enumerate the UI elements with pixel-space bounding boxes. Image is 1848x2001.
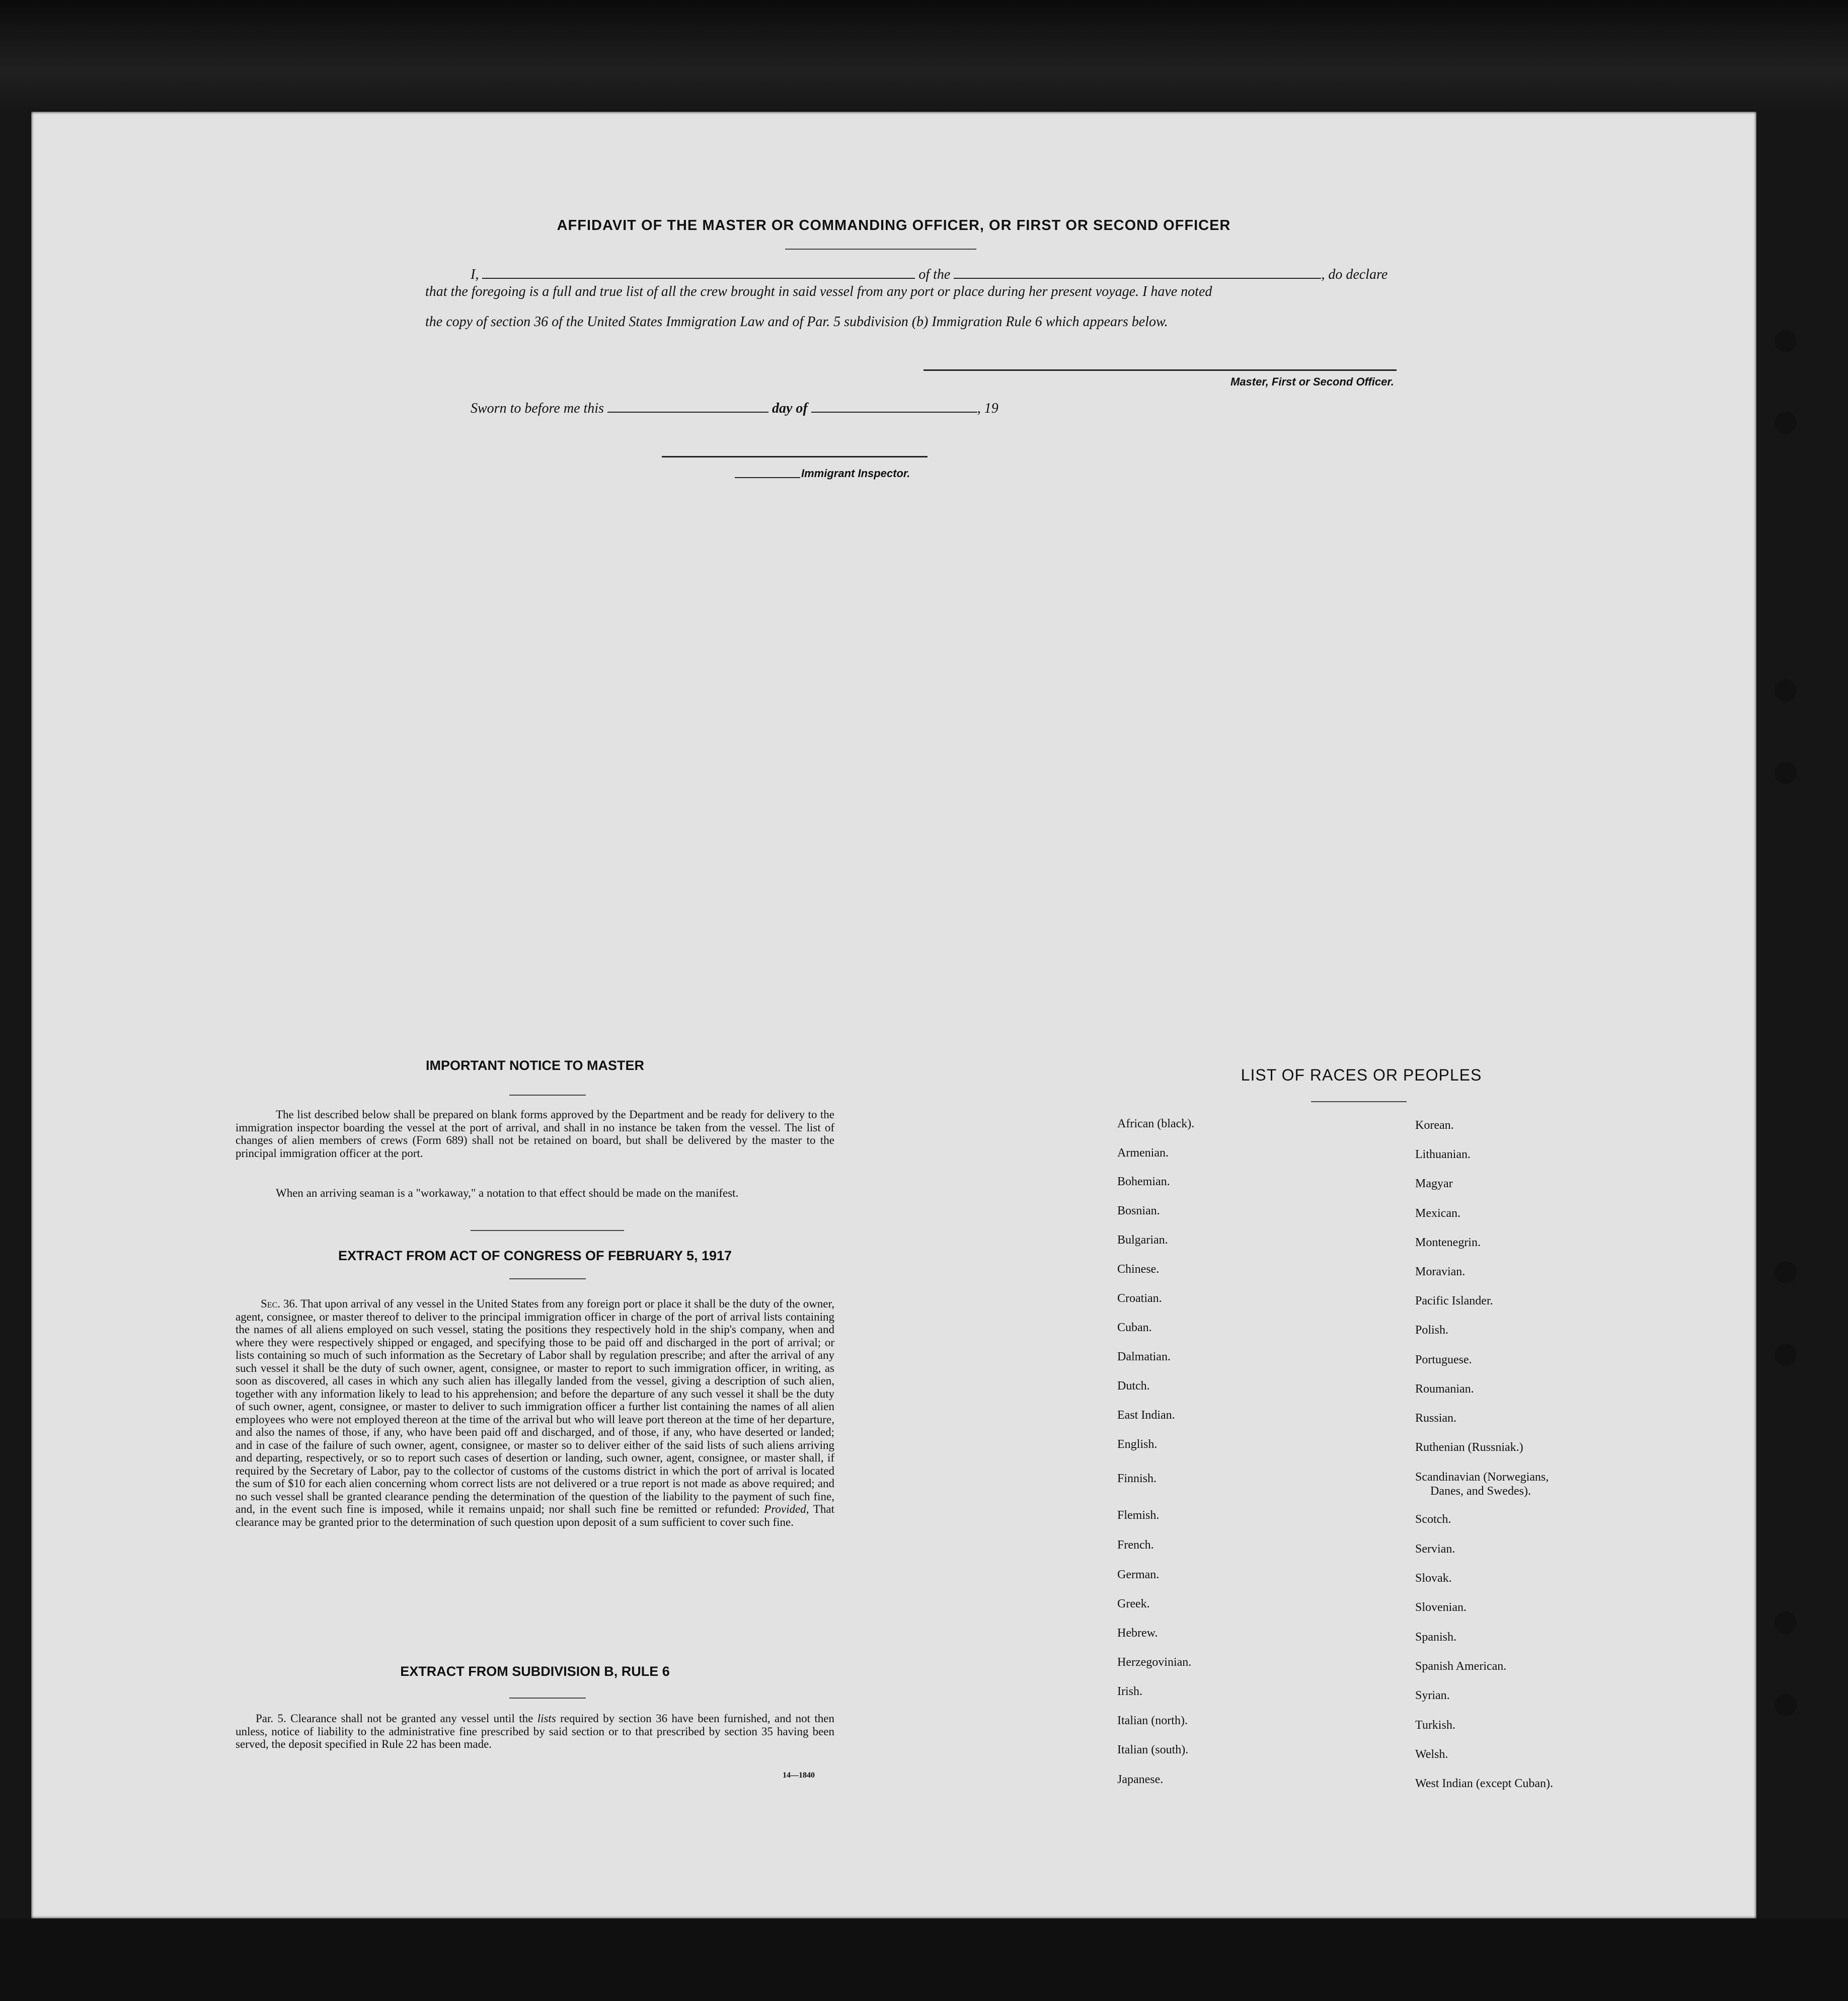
race-right-4: Montenegrin.: [1415, 1236, 1481, 1249]
race-right-22: West Indian (except Cuban).: [1415, 1777, 1553, 1790]
act-extract-divider: [509, 1278, 586, 1279]
sworn-year: , 19: [977, 401, 998, 416]
race-left-22: Japanese.: [1117, 1773, 1164, 1786]
race-right-2: Magyar: [1415, 1177, 1453, 1190]
affidavit-line-2: that the foregoing is a full and true list of all the crew brought in said vessel from any port or place during her present voyage. I have noted: [425, 284, 1212, 299]
inspector-label-rule: [735, 477, 800, 478]
race-right-18: Spanish American.: [1415, 1660, 1507, 1673]
inspector-signature-line[interactable]: [662, 456, 928, 457]
punch-hole-4: [1775, 762, 1797, 784]
rule-extract-divider: [509, 1698, 586, 1699]
race-left-10: East Indian.: [1117, 1409, 1175, 1422]
punch-hole-8: [1775, 1694, 1797, 1716]
notice-divider: [509, 1095, 586, 1096]
punch-hole-3: [1775, 679, 1797, 702]
race-right-20: Turkish.: [1415, 1719, 1455, 1732]
sworn-text: Sworn to before me this: [471, 401, 604, 416]
race-right-19: Syrian.: [1415, 1689, 1450, 1702]
section-36-label: Sec. 36.: [261, 1297, 298, 1310]
notice-paragraph-1: The list described below shall be prepared on blank forms approved by the Department and be ready for delivery to the immigration inspector boarding the vessel at the port of arrival, and shall in no instance be taken from the vessel. The list of changes of alien members of crews (Form 689) shall not be retained on board, but shall be delivered by the master to the principal immigration officer at the port.: [236, 1108, 834, 1160]
act-extract-text: [236, 1297, 834, 1528]
race-left-8: Dalmatian.: [1117, 1350, 1171, 1363]
race-left-12: Finnish.: [1117, 1472, 1157, 1485]
race-right-15: Slovak.: [1415, 1572, 1452, 1585]
race-right-8: Portuguese.: [1415, 1353, 1472, 1366]
race-right-6: Pacific Islander.: [1415, 1294, 1493, 1307]
form-number: 14—1840: [783, 1771, 815, 1780]
affidavit-of-the: of the: [918, 267, 951, 282]
master-signature-line[interactable]: [923, 369, 1397, 371]
punch-hole-2: [1775, 412, 1797, 434]
race-right-17: Spanish.: [1415, 1631, 1457, 1644]
section-36-end: That clearance may be granted prior to the determination of such question upon deposit of a sum sufficient to cover such fine.: [236, 1503, 834, 1528]
rule-text-start: Par. 5. Clearance shall not be granted any vessel until the: [256, 1712, 533, 1725]
races-title: LIST OF RACES OR PEOPLES: [1241, 1066, 1482, 1084]
officer-name-field[interactable]: [482, 278, 915, 279]
punch-hole-5: [1775, 1261, 1797, 1283]
race-left-5: Chinese.: [1117, 1263, 1160, 1276]
race-right-0: Korean.: [1415, 1119, 1454, 1132]
rule-text-end: required by section 36 have been furnished, and not then unless, notice of liability to the administrative fine prescribed by said section or to that prescribed by section 35 having been served, the deposit specified in Rule 22 has been made.: [236, 1712, 835, 1750]
race-left-18: Herzegovinian.: [1117, 1656, 1192, 1669]
section-36-body: That upon arrival of any vessel in the United States from any foreign port or place it shall be the duty of the owner, agent, consignee, or master thereof to deliver to the principal immigration officer in charge of the port of arrival lists containing the names of all aliens employed on such vessel, stating the positions they respectively hold in the ship's company, when and where they were respectively shipped or engaged, and specifying those to be paid off and discharged in the port of arrival; or lists containing so much of such information as the Secretary of Labor shall by regulation prescribe; and after the arrival of any such vessel it shall be the duty of such owner, agent, consignee, or master to report to such immigration officer, in writing, as soon as discovered, all cases in which any such alien has illegally landed from the vessel, giving a description of such alien, together with any information likely to lead to his apprehension; and before the departure of any such vessel it shall be the duty of such owner, agent, consignee, or master to deliver to such immigration officer a further list containing the names of all alien employees who were not employed thereon at the time of the arrival but who will leave port thereon at the time of her departure, and also the names of those, if any, who have been paid off and discharged, and of those, if any, who have deserted or landed; and in case of the failure of such owner, agent, consignee, or master so to deliver either of the said lists of such aliens arriving and departing, respectively, or so to report such cases of desertion or landing, such owner, agent, consignee, or master shall, if required by the Secretary of Labor, pay to the collector of customs of the customs district in which the port of arrival is located the sum of $10 for each alien concerning whom correct lists are not delivered or a true report is not made as above required; and no such vessel shall be granted clearance pending the determination of the question of the liability to the payment of such fine, and, in the event such fine is imposed, while it remains unpaid; nor shall such fine be remitted or refunded:: [236, 1297, 834, 1515]
race-right-7: Polish.: [1415, 1324, 1449, 1337]
race-right-10: Russian.: [1415, 1412, 1457, 1425]
vessel-name-field[interactable]: [954, 278, 1321, 279]
scanner-bottom-strip: [0, 1918, 1848, 2001]
race-left-1: Armenian.: [1117, 1146, 1169, 1160]
affidavit-line-3: the copy of section 36 of the United States Immigration Law and of Par. 5 subdivision (b) Immigration Rule 6 which appears below.: [425, 314, 1168, 330]
scanner-background: [0, 0, 1848, 116]
affidavit-line-1: [471, 267, 1477, 283]
race-left-2: Bohemian.: [1117, 1175, 1170, 1188]
rule-extract-text: [236, 1712, 834, 1751]
race-right-21: Welsh.: [1415, 1748, 1448, 1761]
notice-title: IMPORTANT NOTICE TO MASTER: [426, 1058, 644, 1073]
race-left-7: Cuban.: [1117, 1321, 1152, 1334]
race-left-21: Italian (south).: [1117, 1743, 1189, 1756]
race-right-5: Moravian.: [1415, 1265, 1466, 1278]
sworn-line: [471, 401, 1477, 417]
punch-hole-1: [1775, 330, 1797, 352]
race-right-12: Scandinavian (Norwegians,: [1415, 1471, 1549, 1484]
race-left-9: Dutch.: [1117, 1379, 1150, 1393]
race-left-16: Greek.: [1117, 1597, 1150, 1610]
race-left-15: German.: [1117, 1568, 1160, 1581]
document-page: [31, 112, 1756, 1918]
race-left-20: Italian (north).: [1117, 1714, 1188, 1727]
punch-hole-7: [1775, 1611, 1797, 1634]
inspector-label: Immigrant Inspector.: [801, 467, 910, 480]
lists-word: lists: [537, 1712, 556, 1725]
race-left-4: Bulgarian.: [1117, 1234, 1168, 1247]
race-left-13: Flemish.: [1117, 1509, 1160, 1522]
race-left-3: Bosnian.: [1117, 1204, 1160, 1217]
race-right-14: Servian.: [1415, 1543, 1455, 1556]
notice-paragraph-2: When an arriving seaman is a "workaway," a notation to that effect should be made on the manifest.: [276, 1187, 739, 1199]
master-signature-label: Master, First or Second Officer.: [1230, 375, 1394, 388]
punch-hole-6: [1775, 1344, 1797, 1366]
race-left-0: African (black).: [1117, 1117, 1195, 1130]
act-extract-title: EXTRACT FROM ACT OF CONGRESS OF FEBRUARY 5, 1917: [338, 1248, 732, 1263]
notice-bottom-divider: [471, 1230, 624, 1231]
race-right-11: Ruthenian (Russniak.): [1415, 1441, 1523, 1454]
affidavit-i: I,: [471, 267, 479, 282]
affidavit-title: AFFIDAVIT OF THE MASTER OR COMMANDING OFFICER, OR FIRST OR SECOND OFFICER: [557, 217, 1231, 234]
race-left-17: Hebrew.: [1117, 1627, 1158, 1640]
sworn-day-field[interactable]: [607, 412, 768, 413]
sworn-day-of: day of: [772, 401, 808, 416]
race-right-scandinavian-cont: Danes, and Swedes).: [1430, 1485, 1531, 1498]
races-divider: [1311, 1101, 1407, 1102]
affidavit-do-declare: , do declare: [1321, 267, 1388, 282]
title-divider: [785, 249, 976, 250]
race-left-11: English.: [1117, 1438, 1158, 1451]
race-right-1: Lithuanian.: [1415, 1148, 1471, 1161]
sworn-month-field[interactable]: [811, 412, 977, 413]
race-right-13: Scotch.: [1415, 1513, 1451, 1526]
race-left-6: Croatian.: [1117, 1292, 1162, 1305]
race-left-19: Irish.: [1117, 1685, 1142, 1698]
race-right-16: Slovenian.: [1415, 1601, 1467, 1614]
rule-extract-title: EXTRACT FROM SUBDIVISION B, RULE 6: [400, 1664, 670, 1679]
race-right-9: Roumanian.: [1415, 1382, 1474, 1396]
race-left-14: French.: [1117, 1538, 1154, 1552]
race-right-3: Mexican.: [1415, 1207, 1460, 1220]
provided-word: Provided,: [764, 1503, 809, 1515]
